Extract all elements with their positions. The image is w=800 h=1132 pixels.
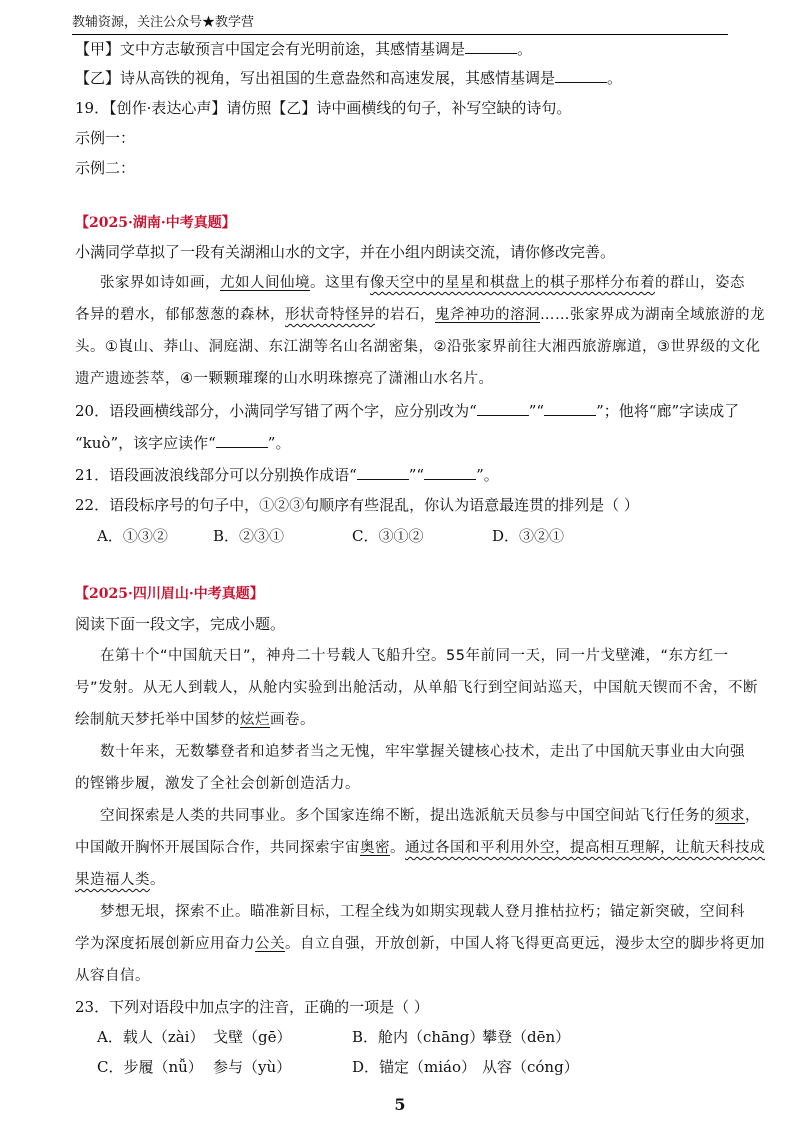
answer-blank[interactable] (424, 465, 476, 480)
hunan-passage-line-3: 头。①崀山、莽山、洞庭湖、东江湖等名山名湖密集，②沿张家界前往大湘西旅游廓道，③世界级的文化 (75, 339, 761, 355)
source-tag-hunan: 【2025·湖南·中考真题】 (75, 215, 236, 231)
question-21: 21．语段画波浪线部分可以分别换作成语“ ”“ ”。 (75, 466, 499, 484)
underlined-phrase: 鬼斧神功的溶洞 (435, 307, 540, 323)
yi-line: 【乙】诗从高铁的视角，写出祖国的生意盎然和高速发展，其感情基调是 。 (75, 69, 623, 87)
header-text: 教辅资源，关注公众号★教学营 (72, 15, 255, 30)
option-d-2: 从容（cóng） (482, 1058, 579, 1076)
wavy-phrase: 果造福人类 (75, 872, 150, 888)
question-23: 23．下列对语段中加点字的注音，正确的一项是（ ） (75, 998, 429, 1016)
meishan-passage-line-7: 中国敞开胸怀开展国际合作，共同探索宇宙奥密。通过各国和平利用外空，提高相互理解，让航天科技成 (75, 840, 765, 856)
option-a-2: 戈壁（gē） (213, 1028, 292, 1046)
source-tag-meishan: 【2025·四川眉山·中考真题】 (75, 586, 264, 602)
option-a-1[interactable]: A．载人（zài） (97, 1028, 205, 1046)
answer-blank[interactable] (544, 401, 596, 416)
option-c[interactable]: C．③①② (352, 527, 424, 545)
answer-blank[interactable] (216, 433, 268, 448)
meishan-passage-line-2: 号”发射。从无人到载人，从舱内实验到出舱活动，从单船飞行到空间站巡天，中国航天锲而不舍，不断 (75, 680, 759, 696)
hunan-intro: 小满同学草拟了一段有关湖湘山水的文字，并在小组内朗读交流，请你修改完善。 (75, 243, 616, 261)
meishan-intro: 阅读下面一段文字，完成小题。 (75, 615, 286, 633)
answer-blank[interactable] (477, 401, 529, 416)
meishan-passage-line-9: 梦想无垠，探索不止。瞄准新目标，工程全线为如期实现载人登月推枯拉朽；锚定新突破，空间科 (100, 904, 745, 920)
page-header (72, 14, 728, 35)
meishan-passage-line-10: 学为深度拓展创新应用奋力公关。自立自强，开放创新，中国人将飞得更高更远，漫步太空的脚步将更加 (75, 936, 765, 952)
page-number: 5 (394, 1095, 406, 1114)
option-c-2: 参与（yù） (213, 1058, 292, 1076)
example-1: 示例一： (75, 129, 136, 147)
option-b[interactable]: B．②③① (213, 527, 285, 545)
meishan-passage-line-11: 从容自信。 (75, 968, 150, 984)
wavy-phrase: 通过各国和平利用外空，提高相互理解，让航天科技成 (405, 840, 765, 856)
question-20: 20．语段画横线部分，小满同学写错了两个字，应分别改为“ ”“ ”；他将“廊”字读成了 (75, 402, 740, 420)
meishan-passage-line-3: 绘制航天梦托举中国梦的炫烂画卷。 (75, 712, 315, 728)
option-c-1[interactable]: C．步履（nǚ） (97, 1058, 203, 1076)
answer-blank[interactable] (555, 68, 607, 83)
answer-blank[interactable] (357, 465, 409, 480)
underlined-word: 须求 (715, 808, 745, 824)
jia-line: 【甲】文中方志敏预言中国定会有光明前途，其感情基调是 。 (75, 40, 533, 58)
meishan-passage-line-1: 在第十个“中国航天日”，神舟二十号载人飞船升空。55年前同一天，同一片戈壁滩，“东方红一 (100, 648, 729, 664)
wavy-phrase: 像天空中的星星和棋盘上的棋子那样分布着 (370, 275, 655, 291)
option-d-1[interactable]: D．锚定（miáo） (352, 1058, 477, 1076)
hunan-passage-line-1: 张家界如诗如画，尤如人间仙境。这里有像天空中的星星和棋盘上的棋子那样分布着的群山，姿态 (100, 275, 745, 291)
question-22: 22．语段标序号的句子中，①②③句顺序有些混乱，你认为语意最连贯的排列是（ ） (75, 496, 639, 514)
example-2: 示例二： (75, 159, 136, 177)
meishan-passage-line-6: 空间探索是人类的共同事业。多个国家连绵不断，提出选派航天员参与中国空间站飞行任务的须求， (100, 808, 760, 824)
option-b-2: 攀登（dēn） (482, 1028, 571, 1046)
wavy-phrase: 形状奇特怪异 (285, 307, 375, 323)
hunan-passage-line-4: 遗产遗迹荟萃，④一颗颗璀璨的山水明珠擦亮了潇湘山水名片。 (75, 371, 494, 387)
meishan-passage-line-8: 果造福人类。 (75, 872, 165, 888)
underlined-word: 奥密 (360, 840, 390, 856)
option-a[interactable]: A．①③② (97, 527, 168, 545)
underlined-word: 炫烂 (240, 712, 270, 728)
option-b-1[interactable]: B．舱内（chāng） (352, 1028, 485, 1046)
question-20-cont: “kuò”，该字应读作“ ”。 (75, 434, 291, 452)
hunan-passage-line-2: 各异的碧水，郁郁葱葱的森林，形状奇特怪异的岩石，鬼斧神功的溶洞……张家界成为湖南全域旅游的龙 (75, 307, 765, 323)
option-d[interactable]: D．③②① (492, 527, 565, 545)
answer-blank[interactable] (465, 39, 517, 54)
underlined-word: 公关 (255, 936, 285, 952)
meishan-passage-line-5: 的铿锵步履，激发了全社会创新创造活力。 (75, 776, 360, 792)
question-19: 19．【创作·表达心声】请仿照【乙】诗中画横线的句子，补写空缺的诗句。 (75, 99, 572, 117)
underlined-phrase: 尤如人间仙境 (220, 275, 310, 291)
meishan-passage-line-4: 数十年来，无数攀登者和追梦者当之无愧，牢牢掌握关键核心技术，走出了中国航天事业由大向强 (100, 744, 745, 760)
